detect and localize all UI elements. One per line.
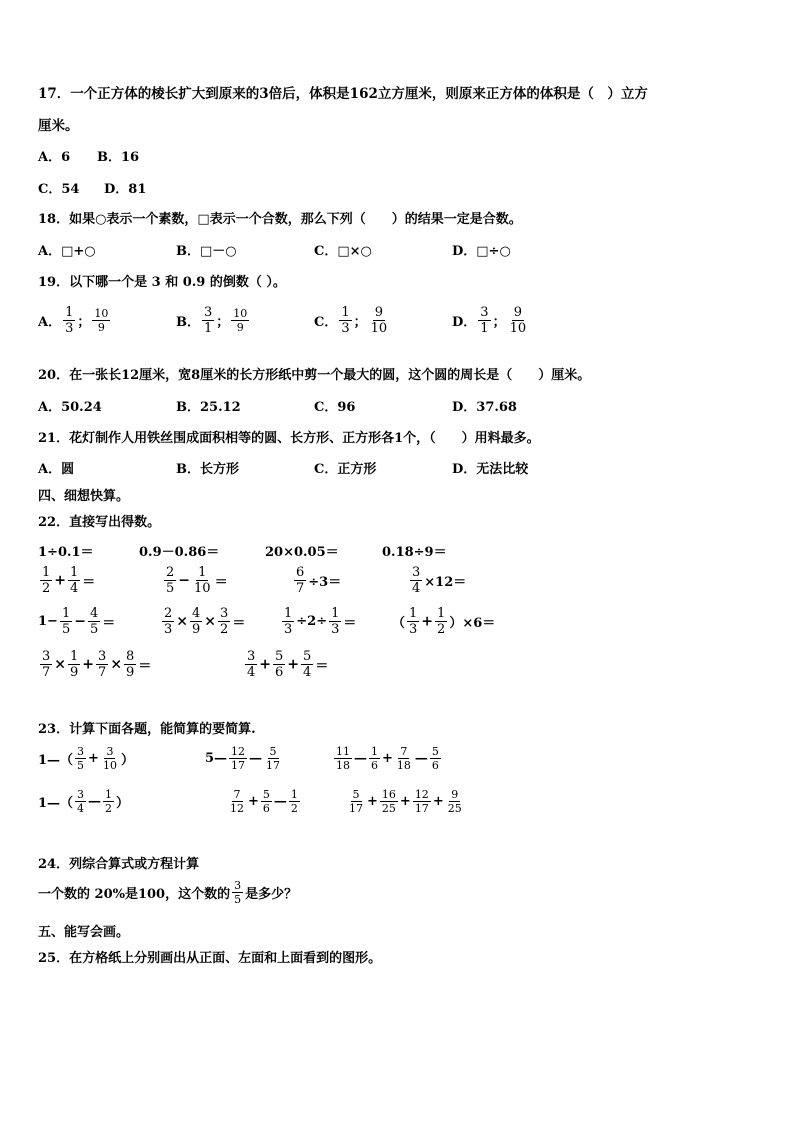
q23-item2: 5— $\frac{12}{17}$ — $\frac{5}{17}$ — [205, 745, 281, 772]
q20-option-c: C．96 — [314, 400, 356, 415]
q22-r1-item1: 1÷0.1＝ — [38, 545, 94, 560]
q19-option-d: D． $\frac{3}{1}$ ； $\frac{9}{10}$ — [452, 305, 527, 336]
q19-option-b: B． $\frac{3}{1}$ ； $\frac{10}{9}$ — [176, 305, 248, 336]
q19-option-a: A． $\frac{1}{3}$ ； $\frac{10}{9}$ — [38, 305, 109, 336]
q18-option-c: C．□×○ — [314, 244, 372, 259]
q17-option-b: B．16 — [97, 150, 140, 165]
q24-question: 一个数的 20%是100，这个数的 $\frac{3}{5}$ 是多少？ — [38, 879, 298, 906]
q18-option-d: D．□÷○ — [452, 244, 511, 259]
q22-r1-item3: 20×0.05＝ — [265, 545, 339, 560]
q23-item6: $\frac{5}{17}$ + $\frac{16}{25}$ + $\frac{12}{17}$ + $\frac{9}{25}$ — [349, 788, 462, 815]
q18-option-b: B．□－○ — [176, 244, 237, 259]
q23-item1: 1—（ $\frac{3}{5}$ + $\frac{3}{10}$ ） — [38, 745, 134, 772]
q22-text: 22．直接写出得数。 — [38, 515, 161, 530]
q22-r3-item3: $\frac{1}{3}$ ÷2÷ $\frac{1}{3}$ ＝ — [284, 606, 357, 637]
q25-text: 25．在方格纸上分别画出从正面、左面和上面看到的图形。 — [38, 951, 382, 966]
q17-option-d: D．81 — [104, 182, 147, 197]
q23-item5: $\frac{7}{12}$ + $\frac{5}{6}$ — $\frac{1}{2}$ — [230, 788, 298, 815]
q23-item3: $\frac{11}{18}$ — $\frac{1}{6}$ + $\frac{7}{18}$ — $\frac{5}{6}$ — [336, 745, 439, 772]
q19-option-c: C． $\frac{1}{3}$ ； $\frac{9}{10}$ — [314, 305, 388, 336]
q17-option-c: C．54 — [38, 182, 80, 197]
q22-r4-item2: $\frac{3}{4}$ + $\frac{5}{6}$ + $\frac{5}{4}$ ＝ — [247, 649, 329, 680]
q22-r1-item4: 0.18÷9＝ — [382, 545, 447, 560]
q22-r3-item1: 1− $\frac{1}{5}$ − $\frac{4}{5}$ ＝ — [38, 606, 116, 637]
section-4-heading: 四、细想快算。 — [38, 489, 130, 504]
q22-r2-item2: $\frac{2}{5}$ − $\frac{1}{10}$ ＝ — [166, 565, 228, 596]
q23-item4: 1—（ $\frac{3}{4}$ — $\frac{1}{2}$ ） — [38, 788, 130, 815]
q20-option-d: D．37.68 — [452, 400, 517, 415]
q22-r3-item2: $\frac{2}{3}$ × $\frac{4}{9}$ × $\frac{3}{2}$ ＝ — [164, 606, 246, 637]
q22-r2-item1: $\frac{1}{2}$ + $\frac{1}{4}$ ＝ — [42, 565, 96, 596]
q22-r1-item2: 0.9－0.86＝ — [139, 545, 220, 560]
q19-text: 19．以下哪一个是 3 和 0.9 的倒数（ ）。 — [38, 275, 286, 290]
q21-text: 21．花灯制作人用铁丝围成面积相等的圆、长方形、正方形各1个，（ ）用料最多。 — [38, 431, 540, 446]
q18-option-a: A．□+○ — [38, 244, 96, 259]
q22-r2-item3: $\frac{6}{7}$ ÷3＝ — [296, 565, 342, 596]
section-5-heading: 五、能写会画。 — [38, 925, 130, 940]
q21-option-d: D．无法比较 — [452, 462, 529, 477]
q22-r2-item4: $\frac{3}{4}$ ×12＝ — [412, 565, 467, 596]
q21-option-a: A．圆 — [38, 462, 75, 477]
q17-option-a: A．6 — [38, 150, 71, 165]
q23-text: 23．计算下面各题，能简算的要简算. — [38, 722, 256, 737]
q24-text: 24．列综合算式或方程计算 — [38, 857, 200, 872]
q17-text-line2: 厘米。 — [38, 118, 79, 134]
q22-r3-item4: （ $\frac{1}{3}$ + $\frac{1}{2}$ ）×6＝ — [392, 606, 496, 637]
q20-text: 20．在一张长12厘米，宽8厘米的长方形纸中剪一个最大的圆，这个圆的周长是（ ）厘米。 — [38, 368, 591, 383]
q21-option-b: B．长方形 — [176, 462, 239, 477]
q21-option-c: C．正方形 — [314, 462, 377, 477]
q17-text-line1: 17．一个正方体的棱长扩大到原来的3倍后，体积是162立方厘米，则原来正方体的体积是（ ）立方 — [38, 86, 648, 102]
q20-option-a: A．50.24 — [38, 400, 102, 415]
q18-text: 18．如果○表示一个素数，□表示一个合数，那么下列（ ）的结果一定是合数。 — [38, 212, 522, 227]
q22-r4-item1: $\frac{3}{7}$ × $\frac{1}{9}$ + $\frac{3}{7}$ × $\frac{8}{9}$ ＝ — [42, 649, 152, 680]
q20-option-b: B．25.12 — [176, 400, 241, 415]
